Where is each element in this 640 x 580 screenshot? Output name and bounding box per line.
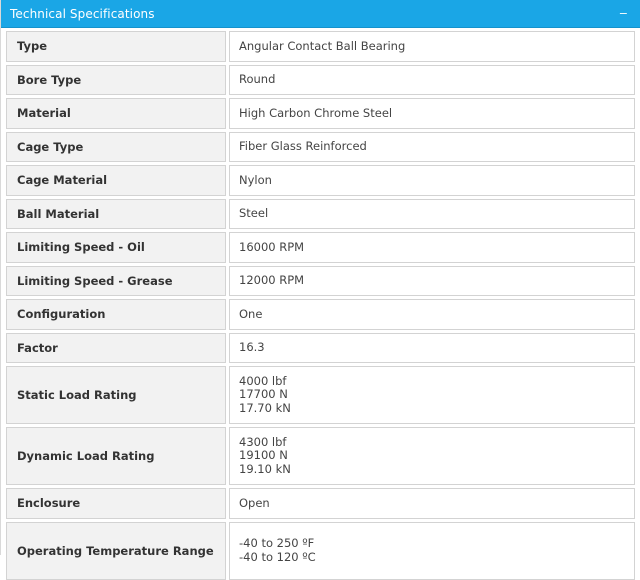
spec-row [6, 488, 635, 519]
spec-label: Operating Temperature Range [6, 522, 226, 580]
spec-row [6, 98, 635, 129]
spec-value [229, 132, 635, 163]
spec-label: Configuration [6, 299, 226, 330]
spec-label: Ball Material [6, 199, 226, 230]
spec-value-line: One [239, 306, 263, 321]
spec-label: Material [6, 98, 226, 129]
spec-label: Bore Type [6, 65, 226, 96]
spec-row [6, 299, 635, 330]
spec-label: Limiting Speed - Oil [6, 232, 226, 263]
spec-label: Type [6, 31, 226, 62]
spec-value-line: Round [239, 72, 276, 86]
spec-value [229, 232, 635, 263]
spec-value-line: 16.3 [239, 340, 265, 354]
spec-value [229, 31, 635, 62]
spec-value-line: Open [239, 495, 270, 510]
spec-value [229, 266, 635, 297]
panel-title: Technical Specifications [10, 6, 155, 21]
spec-value [229, 522, 635, 580]
spec-value-line: 19100 N [239, 448, 288, 463]
spec-value [229, 165, 635, 196]
spec-row [6, 366, 635, 424]
spec-value-line: Angular Contact Ball Bearing [239, 38, 406, 53]
spec-value [229, 199, 635, 230]
spec-label: Cage Material [6, 165, 226, 196]
spec-value [229, 427, 635, 485]
spec-label: Cage Type [6, 132, 226, 163]
spec-row [6, 427, 635, 485]
spec-label: Enclosure [6, 488, 226, 519]
spec-value [229, 366, 635, 424]
spec-value [229, 333, 635, 364]
spec-value [229, 488, 635, 519]
spec-value-line: 4300 lbf [239, 434, 287, 449]
spec-value-line: 4000 lbf [239, 373, 287, 388]
spec-table [1, 28, 640, 580]
spec-row [6, 333, 635, 364]
spec-value-line: Nylon [239, 172, 272, 187]
spec-value [229, 299, 635, 330]
collapse-icon[interactable]: − [618, 7, 628, 20]
spec-label: Factor [6, 333, 226, 364]
spec-label: Static Load Rating [6, 366, 226, 424]
spec-value [229, 98, 635, 129]
spec-row [6, 31, 635, 62]
spec-row [6, 232, 635, 263]
spec-value-line: -40 to 120 ºC [239, 549, 316, 564]
spec-value-line: 16000 RPM [239, 239, 305, 254]
spec-value-line: Fiber Glass Reinforced [239, 139, 367, 153]
spec-value-line: 17700 N [239, 387, 288, 402]
spec-row [6, 522, 635, 580]
spec-row [6, 132, 635, 163]
spec-row [6, 165, 635, 196]
spec-value-line: 19.10 kN [239, 461, 291, 476]
spec-value-line: 12000 RPM [239, 273, 305, 287]
spec-value [229, 65, 635, 96]
spec-row [6, 266, 635, 297]
spec-label: Limiting Speed - Grease [6, 266, 226, 297]
panel-header[interactable] [1, 0, 640, 28]
spec-value-line: 17.70 kN [239, 400, 291, 415]
spec-value-line: Steel [239, 206, 269, 220]
spec-value-line: High Carbon Chrome Steel [239, 105, 393, 120]
spec-row [6, 199, 635, 230]
spec-row [6, 65, 635, 96]
spec-label: Dynamic Load Rating [6, 427, 226, 485]
spec-value-line: -40 to 250 ºF [239, 536, 315, 550]
